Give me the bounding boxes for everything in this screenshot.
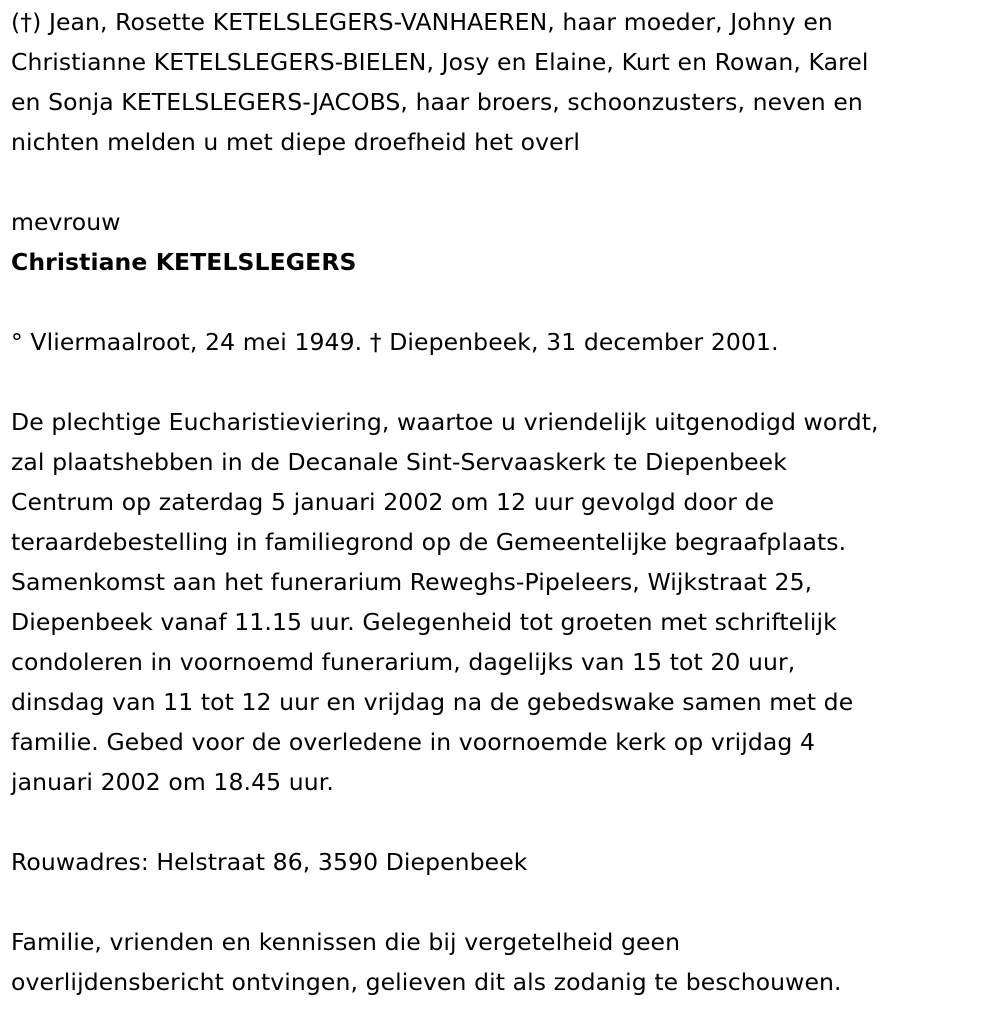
- deceased-name: Christiane KETELSLEGERS: [11, 248, 357, 276]
- paragraph-spacer: [11, 882, 990, 922]
- ceremony-line: Diepenbeek vanaf 11.15 uur. Gelegenheid tot groeten met schriftelijk: [11, 608, 837, 636]
- ceremony-line: dinsdag van 11 tot 12 uur en vrijdag na de gebedswake samen met de: [11, 688, 854, 716]
- title-prefix: mevrouw: [11, 208, 121, 236]
- ceremony-line: condoleren in voornoemd funerarium, dagelijks van 15 tot 20 uur,: [11, 648, 796, 676]
- intro-paragraph: [11, 2, 990, 162]
- paragraph-spacer: [11, 362, 990, 402]
- ceremony-line: Samenkomst aan het funerarium Reweghs-Pipeleers, Wijkstraat 25,: [11, 568, 813, 596]
- mourning-address: Rouwadres: Helstraat 86, 3590 Diepenbeek: [11, 848, 528, 876]
- closing-line: overlijdensbericht ontvingen, gelieven dit als zodanig te beschouwen.: [11, 968, 842, 996]
- ceremony-line: teraardebestelling in familiegrond op de Gemeentelijke begraafplaats.: [11, 528, 847, 556]
- intro-line: en Sonja KETELSLEGERS-JACOBS, haar broers, schoonzusters, neven en: [11, 88, 863, 116]
- ceremony-line: januari 2002 om 18.45 uur.: [11, 768, 334, 796]
- paragraph-spacer: [11, 802, 990, 842]
- ceremony-paragraph: [11, 402, 990, 802]
- dates-line: ° Vliermaalroot, 24 mei 1949. † Diepenbeek, 31 december 2001.: [11, 328, 779, 356]
- closing-line: Familie, vrienden en kennissen die bij vergetelheid geen: [11, 928, 681, 956]
- paragraph-spacer: [11, 282, 990, 322]
- ceremony-line: familie. Gebed voor de overledene in voornoemde kerk op vrijdag 4: [11, 728, 815, 756]
- ceremony-line: zal plaatshebben in de Decanale Sint-Servaaskerk te Diepenbeek: [11, 448, 787, 476]
- ceremony-line: Centrum op zaterdag 5 januari 2002 om 12 uur gevolgd door de: [11, 488, 775, 516]
- paragraph-spacer: [11, 162, 990, 202]
- intro-line: nichten melden u met diepe droefheid het overl: [11, 128, 581, 156]
- closing-paragraph: [11, 922, 990, 1002]
- ceremony-line: De plechtige Eucharistieviering, waartoe u vriendelijk uitgenodigd wordt,: [11, 408, 879, 436]
- intro-line: Christianne KETELSLEGERS-BIELEN, Josy en Elaine, Kurt en Rowan, Karel: [11, 48, 869, 76]
- intro-line: (†) Jean, Rosette KETELSLEGERS-VANHAEREN, haar moeder, Johny en: [11, 8, 833, 36]
